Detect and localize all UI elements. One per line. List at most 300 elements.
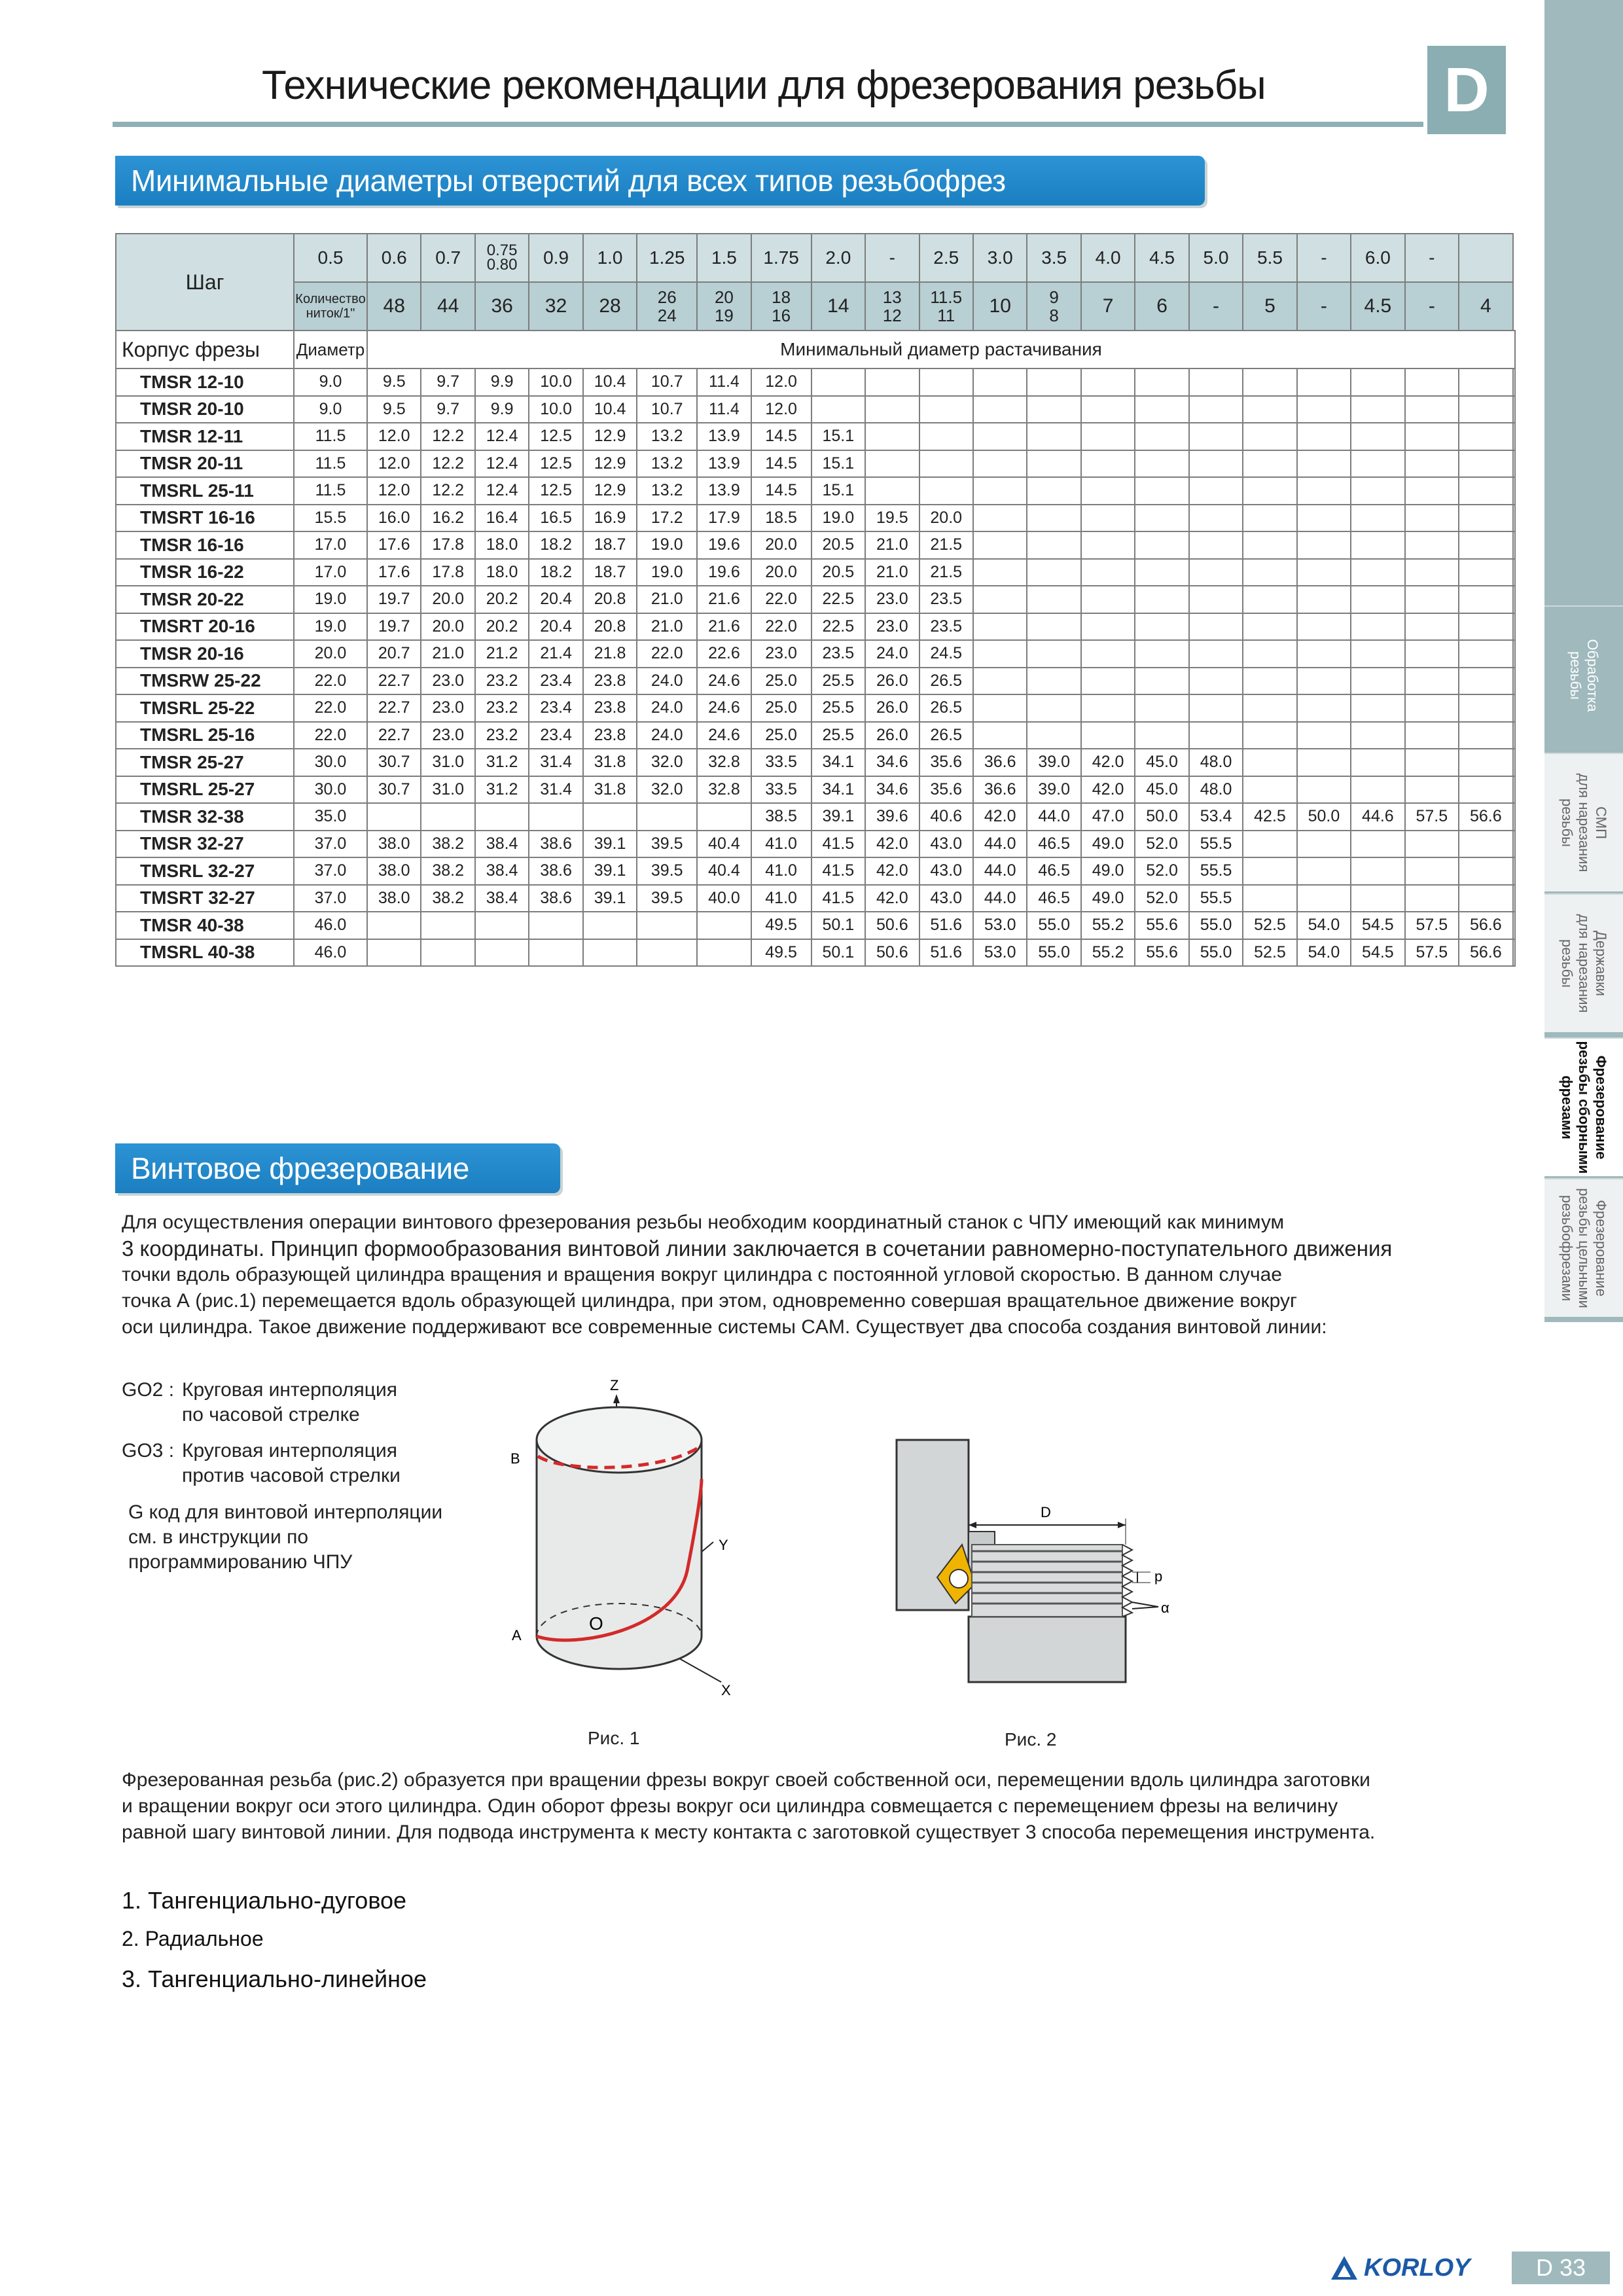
min-diameter-cell xyxy=(1459,722,1512,749)
min-diameter-cell: 38.6 xyxy=(529,885,582,912)
korloy-logo xyxy=(1329,2251,1471,2284)
min-diameter-cell: 31.4 xyxy=(529,749,582,776)
min-diameter-cell xyxy=(1135,531,1188,559)
min-diameter-cell xyxy=(1297,613,1351,641)
min-diameter-cell: 22.7 xyxy=(367,694,421,722)
min-diameter-cell xyxy=(1405,477,1459,505)
min-diameter-cell-blank xyxy=(1513,505,1515,532)
min-diameter-cell: 12.2 xyxy=(421,477,474,505)
min-diameter-cell xyxy=(1351,586,1404,613)
min-diameter-cell xyxy=(1135,368,1188,396)
min-diameter-cell: 39.1 xyxy=(583,885,637,912)
side-tab-thread-processing[interactable]: Обработка резьбы xyxy=(1544,605,1623,744)
threads-cell: 5 xyxy=(1243,282,1296,331)
min-diameter-cell xyxy=(1297,776,1351,804)
min-diameter-cell xyxy=(1027,368,1080,396)
pitch-label: Шаг xyxy=(116,234,294,331)
min-diameter-cell: 55.5 xyxy=(1189,857,1243,885)
body-name: TMSRL 32-27 xyxy=(116,857,294,885)
min-diameter-cell: 23.0 xyxy=(865,586,919,613)
min-diameter-cell: 20.4 xyxy=(529,586,582,613)
min-diameter-cell xyxy=(1351,694,1404,722)
min-diameter-cell: 50.6 xyxy=(865,912,919,939)
threads-cell: 18 16 xyxy=(751,282,812,331)
min-diameter-cell xyxy=(1135,396,1188,423)
body-name: TMSRL 25-27 xyxy=(116,776,294,804)
body-diameter: 19.0 xyxy=(294,613,367,641)
min-diameter-cell xyxy=(1081,531,1135,559)
side-tab-holders[interactable]: Державки для нарезания резьбы xyxy=(1544,893,1623,1032)
min-diameter-cell xyxy=(1081,722,1135,749)
side-tab-indexable-mills[interactable]: Фрезерование резьбы сборными фрезами xyxy=(1544,1037,1623,1176)
min-diameter-cell: 39.5 xyxy=(637,885,697,912)
figure-1-cylinder xyxy=(497,1374,772,1702)
min-diameter-cell xyxy=(1297,531,1351,559)
min-diameter-cell: 18.0 xyxy=(475,559,529,586)
fig1-b-label: B xyxy=(510,1450,520,1467)
pitch-cell: 0.75 0.80 xyxy=(475,234,529,282)
min-diameter-cell: 12.0 xyxy=(751,368,812,396)
min-diameter-cell xyxy=(1243,885,1296,912)
fig1-x-label: X xyxy=(721,1682,731,1698)
min-diameter-cell: 46.5 xyxy=(1027,885,1080,912)
title-rule xyxy=(113,122,1423,127)
min-diameter-cell xyxy=(973,586,1027,613)
min-diameter-cell: 22.6 xyxy=(697,640,751,668)
min-diameter-cell: 20.0 xyxy=(421,586,474,613)
min-diameter-cell xyxy=(865,477,919,505)
min-diameter-cell xyxy=(1459,396,1512,423)
min-diameter-cell xyxy=(1135,477,1188,505)
min-diameter-cell: 12.2 xyxy=(421,423,474,450)
min-diameter-cell-blank xyxy=(1513,803,1515,831)
min-diameter-cell xyxy=(1081,423,1135,450)
min-diameter-cell: 16.2 xyxy=(421,505,474,532)
min-diameter-cell xyxy=(1351,368,1404,396)
min-diameter-cell: 26.5 xyxy=(919,668,973,695)
min-diameter-cell: 35.6 xyxy=(919,776,973,804)
min-diameter-cell xyxy=(1027,450,1080,478)
min-diameter-cell: 36.6 xyxy=(973,776,1027,804)
min-diameter-cell xyxy=(367,912,421,939)
min-diameter-cell: 25.5 xyxy=(812,694,865,722)
min-diameter-cell xyxy=(1135,640,1188,668)
min-diameter-cell: 32.0 xyxy=(637,749,697,776)
min-diameter-cell: 12.0 xyxy=(751,396,812,423)
table-row xyxy=(116,668,1515,695)
min-diameter-cell: 55.6 xyxy=(1135,939,1188,967)
min-diameter-cell-blank xyxy=(1513,586,1515,613)
min-diameter-cell: 51.6 xyxy=(919,939,973,967)
min-diameter-cell xyxy=(1405,668,1459,695)
min-diameter-cell: 26.0 xyxy=(865,722,919,749)
min-diameter-cell xyxy=(1243,831,1296,858)
min-diameter-cell xyxy=(1405,613,1459,641)
min-diameter-cell: 40.4 xyxy=(697,857,751,885)
min-diameter-cell: 54.0 xyxy=(1297,912,1351,939)
min-diameter-cell: 55.6 xyxy=(1135,912,1188,939)
body-name: TMSRL 40-38 xyxy=(116,939,294,967)
min-diameter-cell xyxy=(421,939,474,967)
min-diameter-cell: 45.0 xyxy=(1135,749,1188,776)
min-diameter-cell: 21.6 xyxy=(697,586,751,613)
section-letter: D xyxy=(1427,46,1506,134)
min-diameter-cell: 31.4 xyxy=(529,776,582,804)
min-diameter-cell: 9.9 xyxy=(475,396,529,423)
pitch-row xyxy=(116,234,1515,282)
min-diameter-cell: 26.0 xyxy=(865,694,919,722)
min-diameter-cell xyxy=(1351,722,1404,749)
min-diameter-cell: 12.9 xyxy=(583,477,637,505)
threads-cell: 10 xyxy=(973,282,1027,331)
min-diameter-cell: 12.0 xyxy=(367,423,421,450)
min-diameter-cell: 48.0 xyxy=(1189,776,1243,804)
side-tab-solid-mills[interactable]: Фрезерование резьбы цельными резьбофрезами xyxy=(1544,1178,1623,1317)
min-diameter-cell xyxy=(973,694,1027,722)
min-diameter-cell: 17.6 xyxy=(367,531,421,559)
side-tab-inserts[interactable]: СМП для нарезания резьбы xyxy=(1544,753,1623,891)
min-diameter-cell: 32.0 xyxy=(637,776,697,804)
min-diameter-cell: 20.0 xyxy=(751,531,812,559)
threads-cell: 9 8 xyxy=(1027,282,1080,331)
figure-2-thread-mill xyxy=(890,1433,1178,1695)
min-diameter-cell: 23.8 xyxy=(583,722,637,749)
min-diameter-cell: 17.6 xyxy=(367,559,421,586)
body-name: TMSR 32-38 xyxy=(116,803,294,831)
body-name: TMSRT 20-16 xyxy=(116,613,294,641)
gcode-text-1: G код для винтовой интерполяции xyxy=(128,1501,443,1523)
min-diameter-cell xyxy=(1135,450,1188,478)
min-diameter-cell: 25.5 xyxy=(812,668,865,695)
min-diameter-cell xyxy=(973,668,1027,695)
table-row xyxy=(116,450,1515,478)
min-diameter-cell: 17.2 xyxy=(637,505,697,532)
min-diameter-cell: 41.5 xyxy=(812,831,865,858)
min-diameter-cell: 34.6 xyxy=(865,749,919,776)
table-row xyxy=(116,749,1515,776)
min-diameter-cell xyxy=(973,613,1027,641)
body-diameter: 30.0 xyxy=(294,749,367,776)
pitch-cell-blank xyxy=(1459,234,1512,282)
min-diameter-cell xyxy=(973,368,1027,396)
min-diameter-cell xyxy=(1243,640,1296,668)
min-diameter-cell xyxy=(1351,477,1404,505)
threads-label: Количество ниток/1" xyxy=(294,282,367,331)
min-diameter-cell-blank xyxy=(1513,885,1515,912)
table-row xyxy=(116,694,1515,722)
threads-cell: - xyxy=(1189,282,1243,331)
body-name: TMSR 40-38 xyxy=(116,912,294,939)
min-diameter-cell: 17.8 xyxy=(421,531,474,559)
min-diameter-cell: 20.7 xyxy=(367,640,421,668)
min-diameter-cell: 54.5 xyxy=(1351,912,1404,939)
min-diameter-cell: 34.6 xyxy=(865,776,919,804)
pitch-cell: 4.0 xyxy=(1081,234,1135,282)
min-diameter-cell: 24.0 xyxy=(637,694,697,722)
body-name: TMSR 20-22 xyxy=(116,586,294,613)
pitch-cell: 3.5 xyxy=(1027,234,1080,282)
min-diameter-cell: 20.5 xyxy=(812,559,865,586)
threads-cell: 44 xyxy=(421,282,474,331)
min-diameter-cell: 19.0 xyxy=(637,531,697,559)
min-diameter-cell-blank xyxy=(1513,531,1515,559)
min-diameter-cell xyxy=(973,396,1027,423)
min-diameter-cell: 39.6 xyxy=(865,803,919,831)
min-diameter-cell-blank xyxy=(1513,668,1515,695)
min-diameter-cell: 26.5 xyxy=(919,722,973,749)
min-diameter-cell: 12.2 xyxy=(421,450,474,478)
min-diameter-cell xyxy=(1351,505,1404,532)
min-diameter-cell xyxy=(1351,857,1404,885)
min-diameter-cell: 45.0 xyxy=(1135,776,1188,804)
min-diameter-cell xyxy=(1351,531,1404,559)
section-title-min-diameters: Минимальные диаметры отверстий для всех типов резьбофрез xyxy=(115,156,1205,206)
body-diameter: 19.0 xyxy=(294,586,367,613)
body-diameter: 11.5 xyxy=(294,450,367,478)
min-diameter-cell: 10.0 xyxy=(529,368,582,396)
min-diameter-cell: 43.0 xyxy=(919,831,973,858)
min-diameter-cell: 39.1 xyxy=(583,831,637,858)
min-diameter-cell: 31.2 xyxy=(475,776,529,804)
min-diameter-cell xyxy=(1459,423,1512,450)
min-diameter-cell: 49.5 xyxy=(751,912,812,939)
min-diameter-cell: 23.2 xyxy=(475,668,529,695)
pitch-cell: - xyxy=(1297,234,1351,282)
min-diameter-cell: 20.4 xyxy=(529,613,582,641)
min-diameter-cell: 36.6 xyxy=(973,749,1027,776)
min-diameter-cell xyxy=(1459,613,1512,641)
min-diameter-cell: 43.0 xyxy=(919,885,973,912)
body-name: TMSR 16-22 xyxy=(116,559,294,586)
min-diameter-cell: 14.5 xyxy=(751,477,812,505)
min-diameter-cell xyxy=(1351,885,1404,912)
min-diameter-cell xyxy=(583,803,637,831)
intro-line: точка А (рис.1) перемещается вдоль образующей цилиндра, при этом, одновременно совершая вращательное движение вокруг xyxy=(122,1290,1297,1312)
min-diameter-cell xyxy=(1297,396,1351,423)
min-diameter-cell xyxy=(529,803,582,831)
min-diameter-cell: 21.2 xyxy=(475,640,529,668)
min-diameter-cell: 48.0 xyxy=(1189,749,1243,776)
table-row xyxy=(116,885,1515,912)
min-diameter-cell: 55.0 xyxy=(1189,912,1243,939)
min-diameter-cell: 31.2 xyxy=(475,749,529,776)
min-diameter-cell: 23.4 xyxy=(529,668,582,695)
fig1-o-label: O xyxy=(589,1613,603,1634)
min-diameter-cell: 16.4 xyxy=(475,505,529,532)
min-diameter-cell xyxy=(812,396,865,423)
min-diameter-cell: 44.0 xyxy=(973,885,1027,912)
min-diameter-cell-blank xyxy=(1513,396,1515,423)
min-diameter-cell: 53.0 xyxy=(973,939,1027,967)
min-diameter-cell xyxy=(697,912,751,939)
min-diameter-cell xyxy=(1027,668,1080,695)
min-diameter-cell xyxy=(529,912,582,939)
body-diameter: 22.0 xyxy=(294,668,367,695)
min-diameter-cell: 14.5 xyxy=(751,423,812,450)
min-diameter-cell: 22.5 xyxy=(812,613,865,641)
min-diameter-cell: 38.0 xyxy=(367,831,421,858)
min-diameter-cell: 21.0 xyxy=(637,586,697,613)
min-diameter-cell: 57.5 xyxy=(1405,803,1459,831)
section-title-helical: Винтовое фрезерование xyxy=(115,1143,560,1193)
threads-cell: - xyxy=(1405,282,1459,331)
min-diameter-cell xyxy=(1189,368,1243,396)
body-name: TMSRT 32-27 xyxy=(116,885,294,912)
min-diameter-cell xyxy=(1459,694,1512,722)
intro-line: Для осуществления операции винтового фрезерования резьбы необходим координатный станок с ЧПУ имеющий как минимум xyxy=(122,1211,1285,1233)
fig1-z-label: Z xyxy=(610,1377,619,1393)
min-diameter-label: Минимальный диаметр растачивания xyxy=(367,331,1515,368)
min-diameter-cell xyxy=(1459,586,1512,613)
min-diameter-cell: 18.2 xyxy=(529,559,582,586)
min-diameter-cell xyxy=(973,640,1027,668)
table-row xyxy=(116,423,1515,450)
min-diameter-cell: 38.2 xyxy=(421,857,474,885)
body-diameter: 11.5 xyxy=(294,423,367,450)
min-diameter-cell xyxy=(919,368,973,396)
min-diameter-cell xyxy=(1459,857,1512,885)
min-diameter-cell xyxy=(1297,640,1351,668)
min-diameter-cell xyxy=(1243,450,1296,478)
min-diameter-cell: 49.0 xyxy=(1081,831,1135,858)
min-diameter-cell: 20.2 xyxy=(475,613,529,641)
min-diameter-cell xyxy=(1405,749,1459,776)
min-diameter-cell xyxy=(1297,450,1351,478)
min-diameter-cell: 41.5 xyxy=(812,885,865,912)
table-row xyxy=(116,477,1515,505)
min-diameter-cell: 21.5 xyxy=(919,531,973,559)
min-diameter-cell xyxy=(919,396,973,423)
g03-text-2: против часовой стрелки xyxy=(182,1465,401,1486)
min-diameter-cell: 23.5 xyxy=(919,613,973,641)
min-diameter-cell: 52.5 xyxy=(1243,939,1296,967)
g03-text-1: Круговая интерполяция xyxy=(182,1440,397,1462)
min-diameter-cell xyxy=(1081,450,1135,478)
korloy-logo-icon xyxy=(1329,2253,1360,2285)
min-diameter-cell: 50.1 xyxy=(812,939,865,967)
min-diameter-cell: 23.0 xyxy=(421,668,474,695)
min-diameter-cell xyxy=(1459,368,1512,396)
min-diameter-cell xyxy=(1243,668,1296,695)
min-diameter-cell xyxy=(1243,857,1296,885)
min-diameter-cell xyxy=(1243,586,1296,613)
min-diameter-cell: 15.1 xyxy=(812,477,865,505)
gcode-text-3: программированию ЧПУ xyxy=(128,1551,353,1573)
min-diameter-cell xyxy=(973,531,1027,559)
pitch-cell: 3.0 xyxy=(973,234,1027,282)
min-diameter-cell xyxy=(1135,694,1188,722)
min-diameter-cell: 39.5 xyxy=(637,857,697,885)
min-diameter-cell xyxy=(1081,368,1135,396)
min-diameter-cell xyxy=(1405,776,1459,804)
body-label: Корпус фрезы xyxy=(116,331,294,368)
min-diameter-cell xyxy=(1459,749,1512,776)
min-diameter-cell: 18.0 xyxy=(475,531,529,559)
figure-1-caption: Рис. 1 xyxy=(588,1728,640,1748)
min-diameter-cell-blank xyxy=(1513,423,1515,450)
min-diameter-cell: 40.0 xyxy=(697,885,751,912)
min-diameter-cell xyxy=(1243,368,1296,396)
min-diameter-cell xyxy=(1351,613,1404,641)
min-diameter-cell: 38.0 xyxy=(367,885,421,912)
min-diameter-cell xyxy=(1081,613,1135,641)
min-diameter-cell xyxy=(1243,776,1296,804)
min-diameter-cell-blank xyxy=(1513,368,1515,396)
min-diameter-cell: 55.0 xyxy=(1189,939,1243,967)
threads-cell: 14 xyxy=(812,282,865,331)
min-diameter-cell: 38.0 xyxy=(367,857,421,885)
min-diameter-cell xyxy=(1135,613,1188,641)
min-diameter-cell: 10.0 xyxy=(529,396,582,423)
min-diameter-cell xyxy=(1459,831,1512,858)
body-diameter: 9.0 xyxy=(294,368,367,396)
min-diameter-cell: 21.4 xyxy=(529,640,582,668)
min-diameter-cell xyxy=(973,450,1027,478)
min-diameter-cell xyxy=(1405,505,1459,532)
min-diameter-cell: 13.2 xyxy=(637,450,697,478)
min-diameter-cell xyxy=(973,722,1027,749)
body-diameter: 11.5 xyxy=(294,477,367,505)
gcode-text-2: см. в инструкции по xyxy=(128,1526,309,1548)
g02-text-2: по часовой стрелке xyxy=(182,1404,360,1426)
min-diameter-cell: 22.7 xyxy=(367,668,421,695)
min-diameter-cell: 50.0 xyxy=(1135,803,1188,831)
min-diameter-cell: 23.5 xyxy=(919,586,973,613)
body-diameter: 46.0 xyxy=(294,939,367,967)
min-diameter-cell: 21.0 xyxy=(865,531,919,559)
min-diameter-cell xyxy=(865,450,919,478)
min-diameter-cell: 52.0 xyxy=(1135,885,1188,912)
threads-cell: 7 xyxy=(1081,282,1135,331)
min-diameter-cell: 12.0 xyxy=(367,477,421,505)
min-diameter-cell: 15.1 xyxy=(812,423,865,450)
min-diameter-cell xyxy=(637,939,697,967)
min-diameter-cell xyxy=(1297,477,1351,505)
body-diameter: 22.0 xyxy=(294,694,367,722)
min-diameter-cell: 54.5 xyxy=(1351,939,1404,967)
min-diameter-cell xyxy=(1027,613,1080,641)
min-diameter-cell: 12.0 xyxy=(367,450,421,478)
body-diameter: 46.0 xyxy=(294,912,367,939)
method-2: 2. Радиальное xyxy=(122,1927,264,1950)
min-diameter-cell xyxy=(1297,668,1351,695)
min-diameter-cell: 9.7 xyxy=(421,396,474,423)
min-diameter-cell: 52.0 xyxy=(1135,857,1188,885)
min-diameter-cell xyxy=(1189,559,1243,586)
min-diameter-cell: 13.2 xyxy=(637,477,697,505)
min-diameter-cell: 22.5 xyxy=(812,586,865,613)
min-diameter-cell xyxy=(1027,423,1080,450)
min-diameter-cell: 31.8 xyxy=(583,749,637,776)
body-name: TMSRL 25-16 xyxy=(116,722,294,749)
min-diameter-cell: 18.5 xyxy=(751,505,812,532)
min-diameter-cell xyxy=(529,939,582,967)
min-diameter-cell xyxy=(1459,505,1512,532)
labels-row xyxy=(116,331,1515,368)
min-diameter-cell: 49.0 xyxy=(1081,857,1135,885)
min-diameter-cell xyxy=(1027,505,1080,532)
min-diameter-cell: 9.7 xyxy=(421,368,474,396)
min-diameter-cell xyxy=(919,450,973,478)
min-diameter-cell xyxy=(637,803,697,831)
min-diameter-cell: 10.4 xyxy=(583,396,637,423)
min-diameter-cell xyxy=(1459,640,1512,668)
threads-cell: 4 xyxy=(1459,282,1512,331)
min-diameter-cell xyxy=(367,803,421,831)
table-row xyxy=(116,776,1515,804)
page-number: D 33 xyxy=(1512,2251,1610,2284)
min-diameter-cell xyxy=(1351,640,1404,668)
